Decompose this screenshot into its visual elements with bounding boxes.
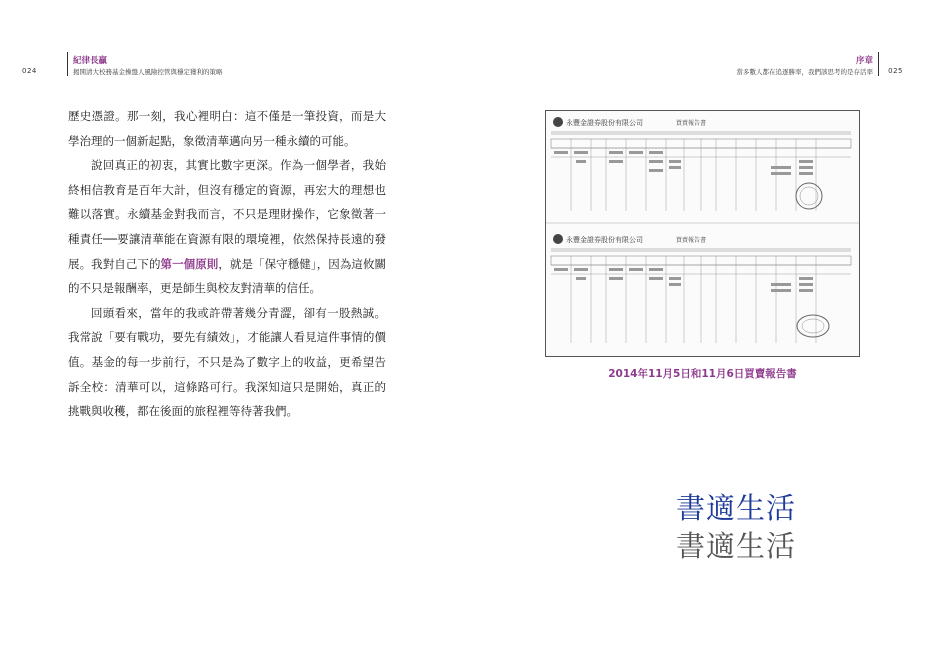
trade-report-2 — [551, 234, 851, 343]
right-page-number: 025 — [888, 67, 903, 75]
header-divider — [67, 52, 68, 76]
header-divider — [878, 52, 879, 76]
trade-report-scan — [546, 111, 859, 356]
broker-logo-icon — [553, 234, 563, 244]
report-title: 買賣報告書 — [676, 237, 707, 244]
book-title: 紀律長贏 — [73, 56, 108, 66]
right-page-header — [503, 52, 903, 78]
broker-logo-icon — [553, 117, 563, 127]
book-subtitle: 揭開清大校務基金操盤人風險控管與穩定獲利的策略 — [73, 68, 223, 76]
paragraph-3: 回頭看來，當年的我或許帶著幾分青澀，卻有一股熱誠。我常說「要有戰功，要先有績效」，才能讓人看見這件事情的價值。基金的每一步前行，不只是為了數字上的收益，更希望告訴全校：清華可以，這條路可行。我深知這只是開始，真正的挑戰與收穫，都在後面的旅程裡等待著我們。 — [68, 305, 386, 419]
trade-report-1 — [551, 117, 851, 211]
figure-caption: 2014年11月5日和11月6日買賣報告書 — [608, 368, 797, 380]
chapter-title: 序章 — [855, 56, 873, 66]
broker-name: 永豐金證券股份有限公司 — [566, 119, 643, 127]
watermark-line-2: 書適生活 — [676, 529, 797, 563]
paragraph-2-start: 說回真正的初衷，其實比數字更深。作為一個學者，我始終相信教育是百年大計，但沒有穩定的資源，再宏大的理想也難以落實。永續基金對我而言，不只是理財操作，它象徵著一種責任──要讓清華能在資源有限的環境裡，依然保持長遠的發展。我對自己下的 — [68, 158, 386, 271]
body-text — [68, 104, 386, 424]
highlight-first-principle: 第一個原則 — [160, 256, 219, 271]
report-title: 買賣報告書 — [676, 120, 707, 127]
broker-name: 永豐金證券股份有限公司 — [566, 236, 643, 244]
left-page-number: 024 — [22, 67, 37, 75]
paragraph-2 — [68, 153, 386, 301]
chapter-subtitle: 當多數人都在追逐勝率，我們該思考的是存活率 — [736, 68, 873, 76]
paragraph-1: 歷史憑證。那一刻，我心裡明白：這不僅是一筆投資，而是大學治理的一個新起點，象徵清華邁向另一種永續的可能。 — [68, 109, 386, 148]
paragraph-2-end: ，就是「保守穩健」，因為這攸關的不只是報酬率，更是師生與校友對清華的信任。 — [68, 256, 387, 296]
trade-report-figure — [545, 110, 860, 357]
watermark-line-1: 書適生活 — [676, 491, 797, 525]
